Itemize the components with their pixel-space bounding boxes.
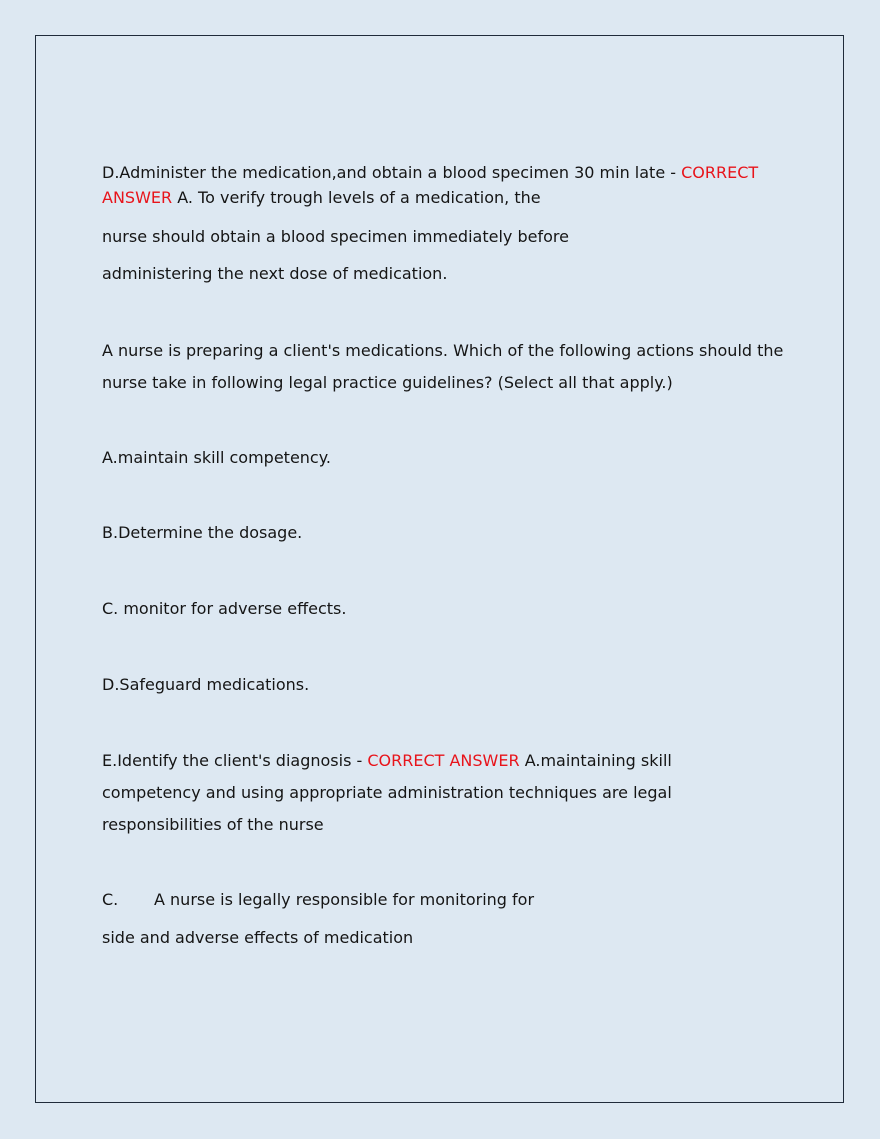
rationale-line-4: administering the next dose of medication. — [102, 264, 448, 283]
answer-line-2: competency and using appropriate administration techniques are legal — [102, 783, 672, 802]
prev-answer-line-2 — [102, 188, 541, 208]
note-label: C. — [102, 890, 119, 909]
answer-rationale: A.maintaining skill — [519, 751, 672, 770]
question-line-1: A nurse is preparing a client's medications. Which of the following actions should the — [102, 341, 784, 360]
option-b: B.Determine the dosage. — [102, 523, 303, 542]
prev-answer-line-1 — [102, 163, 758, 183]
prev-answer-option-d: D.Administer the medication,and obtain a blood specimen 30 min late - — [102, 163, 682, 182]
option-c: C. monitor for adverse effects. — [102, 599, 347, 618]
correct-answer-label-cont: ANSWER — [102, 188, 173, 207]
option-d: D.Safeguard medications. — [102, 675, 310, 694]
answer-line-3: responsibilities of the nurse — [102, 815, 324, 834]
note-line-1 — [102, 890, 534, 910]
rationale-text: A. To verify trough levels of a medication, the — [172, 188, 541, 207]
correct-answer-label: CORRECT ANSWER — [367, 751, 520, 770]
answer-line-1 — [102, 751, 672, 771]
correct-answer-label: CORRECT — [681, 163, 759, 182]
note-line-2: side and adverse effects of medication — [102, 928, 414, 947]
option-a: A.maintain skill competency. — [102, 448, 331, 467]
note-text: A nurse is legally responsible for monitoring for — [154, 890, 535, 909]
option-e: E.Identify the client's diagnosis - — [102, 751, 368, 770]
question-line-2: nurse take in following legal practice guidelines? (Select all that apply.) — [102, 373, 673, 392]
rationale-line-3: nurse should obtain a blood specimen immediately before — [102, 227, 569, 246]
